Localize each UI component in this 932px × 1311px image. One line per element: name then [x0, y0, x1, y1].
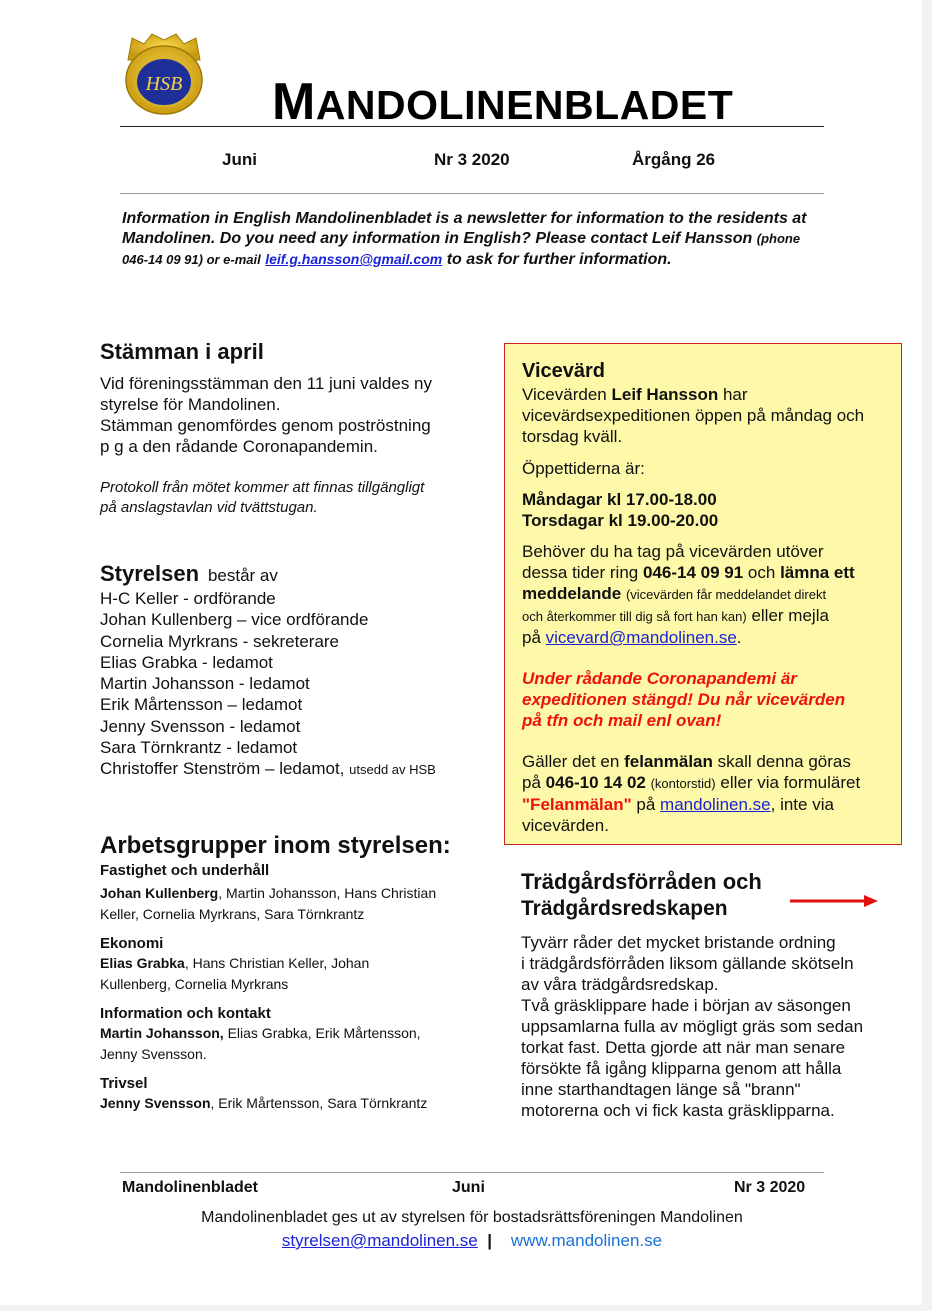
board-member: Sara Törnkrantz - ledamot	[100, 738, 298, 758]
footer-web-link[interactable]: www.mandolinen.se	[510, 1231, 663, 1250]
arrow-right-icon	[790, 893, 880, 909]
board-member: Jenny Svensson - ledamot	[100, 716, 301, 736]
board-member: H-C Keller - ordförande	[100, 589, 276, 608]
felanmalan-info: Gäller det en felanmälan skall denna göras på 046-10 14 02 (kontorstid) eller via formuläret "Felanmälan" på mandolinen.se, inte via vicevärden.	[522, 752, 861, 835]
group-name: Information och kontakt	[100, 1005, 271, 1022]
logo-text: HSB	[145, 73, 183, 95]
tradgard-body: Tyvärr råder det mycket bristande ordning i trädgårdsförråden liksom gällande skötseln av våra trädgårdsredskap. Två gräsklippare hade i början av säsongen uppsamlarna fulla av mögligt gräs som sedan torkat fast. Detta gjorde att när man senare försökte få igång klipparna genom att hålla inne starthandtagen länge så "brann" motorerna och vi fick kasta gräsklipparna.	[521, 933, 864, 1120]
group-name: Fastighet och underhåll	[100, 862, 270, 879]
styrelsen-heading: Styrelsen består av	[100, 561, 278, 586]
english-info: Information in English Mandolinenbladet is a newsletter for information to the residents at Mandolinen. Do you need any information in English? Please contact Leif Hansson (phone 046-14 09 91) or e-mail leif.g.hansson@gmail.com to ask for further information.	[122, 210, 807, 268]
work-groups	[100, 862, 490, 1114]
footer-publisher: Mandolinenbladet ges ut av styrelsen för bostadsrättsföreningen Mandolinen	[201, 1209, 743, 1226]
stamman-title: Stämman i april	[100, 339, 264, 364]
opening-hours-label: Öppettiderna är:	[522, 459, 645, 478]
vicevard-email-link[interactable]: vicevard@mandolinen.se	[545, 628, 737, 647]
footer-name: Mandolinenbladet	[122, 1179, 258, 1196]
stamman-body: Vid föreningsstämman den 11 juni valdes ny styrelse för Mandolinen. Stämman genomfördes genom poströstning p g a den rådande Coronapandemin.	[100, 374, 433, 456]
board-members-list	[100, 588, 490, 781]
board-member: Erik Mårtensson – ledamot	[100, 695, 303, 715]
title-rule	[120, 126, 824, 127]
english-contact-email-link[interactable]: leif.g.hansson@gmail.com	[265, 251, 443, 267]
issue-number: Nr 3 2020	[434, 150, 510, 169]
vicevard-intro: Vicevärden Leif Hansson har vicevärdsexpeditionen öppen på måndag och torsdag kväll.	[522, 385, 865, 446]
footer-rule	[120, 1172, 824, 1173]
group-members: Martin Johansson, Elias Grabka, Erik Mårtensson, Jenny Svensson.	[100, 1025, 421, 1062]
footer-links: styrelsen@mandolinen.se | www.mandolinen.se	[281, 1231, 663, 1250]
board-member: Christoffer Stenström – ledamot, utsedd av HSB	[100, 759, 436, 779]
vicevard-contact: Behöver du ha tag på vicevärden utöver dessa tider ring 046-14 09 91 och lämna ett meddelande (vicevärden får meddelandet direkt och återkommer till dig så fort han kan) eller mejla på vicevard@mandolinen.se.	[522, 542, 855, 647]
arbetsgrupper-title: Arbetsgrupper inom styrelsen:	[100, 832, 451, 859]
header-rule	[120, 193, 824, 194]
board-member: Johan Kullenberg – vice ordförande	[100, 610, 369, 630]
board-member: Martin Johansson - ledamot	[100, 674, 310, 694]
footer-email-link[interactable]: styrelsen@mandolinen.se	[281, 1231, 478, 1250]
footer-number: Nr 3 2020	[734, 1179, 806, 1196]
page-edge	[922, 0, 932, 1311]
group-name: Trivsel	[100, 1075, 148, 1092]
stamman-note: Protokoll från mötet kommer att finnas tillgängligt på anslagstavlan vid tvättstugan.	[100, 479, 425, 516]
group-members: Jenny Svensson, Erik Mårtensson, Sara Törnkrantz	[100, 1095, 428, 1111]
corona-notice: Under rådande Coronapandemi är expeditionen stängd! Du når vicevärden på tfn och mail enl ovan!	[522, 669, 846, 730]
hsb-logo	[118, 30, 210, 118]
vicevard-title: Vicevärd	[522, 360, 606, 382]
newsletter-title: MANDOLINENBLADET	[272, 73, 734, 131]
footer-month: Juni	[452, 1179, 485, 1196]
felanmalan-link[interactable]: mandolinen.se	[660, 795, 771, 814]
issue-volume: Årgång 26	[632, 150, 716, 169]
group-name: Ekonomi	[100, 935, 164, 952]
issue-month: Juni	[222, 150, 257, 169]
group-members: Elias Grabka, Hans Christian Keller, Johan Kullenberg, Cornelia Myrkrans	[100, 955, 370, 992]
tradgard-title: Trädgårdsförråden och Trädgårdsredskapen	[521, 869, 762, 920]
board-member: Cornelia Myrkrans - sekreterare	[100, 631, 340, 651]
board-member: Elias Grabka - ledamot	[100, 652, 273, 672]
vicevard-box	[504, 343, 902, 845]
group-members: Johan Kullenberg, Martin Johansson, Hans Christian Keller, Cornelia Myrkrans, Sara Törnkrantz	[100, 885, 437, 922]
opening-hours: Måndagar kl 17.00-18.00 Torsdagar kl 19.00-20.00	[522, 490, 719, 530]
